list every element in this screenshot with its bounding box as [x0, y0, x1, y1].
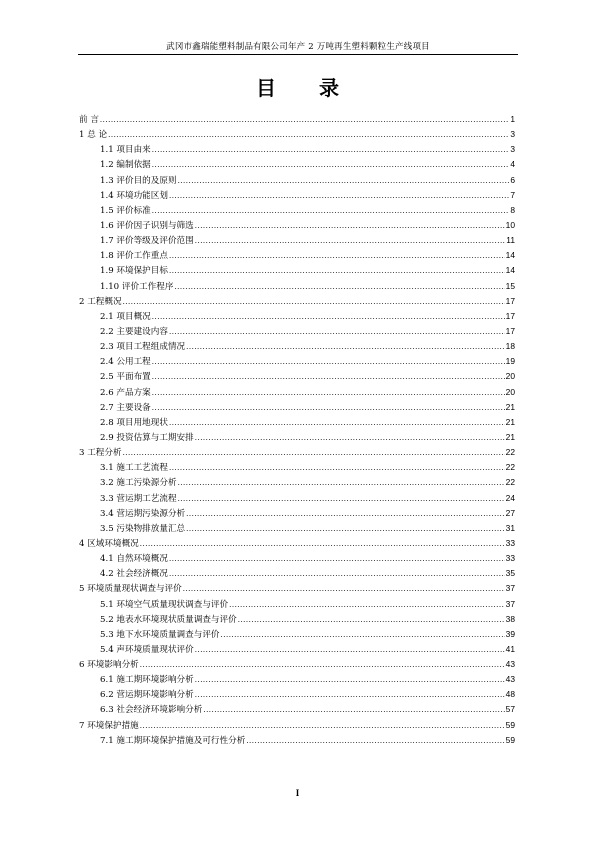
toc-entry[interactable] [79, 173, 515, 188]
toc-entry-page: 59 [505, 734, 515, 745]
toc-entry-page: 37 [505, 598, 515, 609]
toc-leader-dots [186, 507, 505, 522]
toc-entry[interactable] [79, 687, 515, 702]
toc-leader-dots [152, 143, 510, 158]
toc-entry-label: 1.3 评价目的及原则 [100, 175, 177, 186]
toc-leader-dots [174, 280, 504, 295]
toc-entry[interactable] [79, 672, 515, 687]
toc-entry[interactable] [79, 203, 515, 218]
toc-entry-label: 2.3 项目工程组成情况 [100, 342, 186, 353]
toc-entry-label: 5.2 地表水环境现状质量调查与评价 [100, 614, 237, 625]
toc-leader-dots [169, 552, 505, 567]
toc-entry-label: 1 总 论 [79, 130, 108, 141]
toc-entry-label: 3.1 施工工艺流程 [100, 463, 168, 474]
toc-entry-label: 6 环境影响分析 [79, 660, 139, 671]
table-of-contents [79, 112, 515, 748]
toc-entry-label: 1.5 评价标准 [100, 205, 151, 216]
toc-entry[interactable] [79, 369, 515, 384]
toc-leader-dots [246, 734, 504, 749]
toc-entry[interactable] [79, 718, 515, 733]
toc-entry-label: 6.2 营运期环境影响分析 [100, 690, 194, 701]
toc-leader-dots [140, 719, 505, 734]
toc-entry-label: 4.2 社会经济概况 [100, 569, 168, 580]
toc-leader-dots [152, 158, 510, 173]
toc-leader-dots [195, 688, 505, 703]
header-divider [78, 54, 518, 55]
toc-entry[interactable] [79, 506, 515, 521]
toc-leader-dots [221, 628, 505, 643]
toc-entry-label: 4.1 自然环境概况 [100, 554, 168, 565]
toc-entry-label: 2.4 公用工程 [100, 357, 151, 368]
toc-leader-dots [169, 189, 509, 204]
toc-entry-page: 3 [510, 144, 515, 155]
toc-leader-dots [100, 113, 509, 128]
toc-leader-dots [152, 355, 505, 370]
toc-leader-dots [169, 461, 505, 476]
toc-entry-page: 14 [505, 250, 515, 261]
toc-entry[interactable] [79, 566, 515, 581]
toc-entry-page: 33 [505, 553, 515, 564]
toc-entry-page: 43 [505, 674, 515, 685]
toc-leader-dots [195, 673, 505, 688]
toc-entry[interactable] [79, 294, 515, 309]
toc-entry-label: 2 工程概况 [79, 296, 122, 307]
toc-leader-dots [152, 310, 505, 325]
toc-entry[interactable] [79, 581, 515, 596]
toc-leader-dots [152, 386, 505, 401]
toc-leader-dots [108, 128, 509, 143]
toc-leader-dots [169, 416, 505, 431]
toc-entry-page: 22 [505, 477, 515, 488]
toc-entry-page: 14 [505, 265, 515, 276]
toc-entry-label: 2.8 项目用地现状 [100, 417, 168, 428]
toc-entry[interactable] [79, 263, 515, 278]
toc-entry[interactable] [79, 157, 515, 172]
toc-entry[interactable] [79, 218, 515, 233]
toc-leader-dots [140, 537, 505, 552]
toc-entry-label: 3.5 污染物排放量汇总 [100, 523, 186, 534]
toc-entry[interactable] [79, 415, 515, 430]
toc-entry[interactable] [79, 127, 515, 142]
toc-entry-page: 21 [505, 416, 515, 427]
toc-entry-label: 2.2 主要建设内容 [100, 326, 168, 337]
toc-entry[interactable] [79, 324, 515, 339]
toc-entry-label: 1.6 评价因子识别与筛选 [100, 220, 194, 231]
toc-entry-page: 39 [505, 628, 515, 639]
toc-entry[interactable] [79, 233, 515, 248]
toc-entry-page: 20 [505, 371, 515, 382]
toc-leader-dots [123, 295, 505, 310]
toc-entry[interactable] [79, 112, 515, 127]
toc-entry-page: 20 [505, 386, 515, 397]
toc-entry-page: 37 [505, 583, 515, 594]
toc-entry[interactable] [79, 536, 515, 551]
toc-leader-dots [123, 446, 505, 461]
toc-entry-page: 59 [505, 719, 515, 730]
toc-entry[interactable] [79, 627, 515, 642]
toc-entry-page: 17 [505, 295, 515, 306]
toc-entry-label: 3.3 营运期工艺流程 [100, 493, 177, 504]
toc-entry-label: 2.5 平面布置 [100, 372, 151, 383]
toc-leader-dots [152, 401, 505, 416]
toc-entry-label: 5.3 地下水环境质量调查与评价 [100, 629, 220, 640]
toc-entry[interactable] [79, 597, 515, 612]
toc-entry-page: 33 [505, 537, 515, 548]
toc-entry-page: 21 [505, 431, 515, 442]
toc-leader-dots [169, 567, 505, 582]
toc-leader-dots [169, 325, 505, 340]
toc-leader-dots [195, 431, 505, 446]
toc-entry[interactable] [79, 248, 515, 263]
toc-leader-dots [203, 703, 504, 718]
toc-entry-label: 6.3 社会经济环境影响分析 [100, 705, 203, 716]
toc-leader-dots [152, 204, 510, 219]
toc-entry[interactable] [79, 445, 515, 460]
toc-leader-dots [178, 492, 505, 507]
toc-entry-page: 21 [505, 401, 515, 412]
toc-entry-label: 1.10 评价工作程序 [100, 281, 174, 292]
toc-entry-label: 6.1 施工期环境影响分析 [100, 675, 194, 686]
toc-entry[interactable] [79, 385, 515, 400]
toc-entry[interactable] [79, 521, 515, 536]
toc-leader-dots [178, 476, 505, 491]
toc-entry-label: 3 工程分析 [79, 448, 122, 459]
toc-entry[interactable] [79, 642, 515, 657]
toc-entry-page: 7 [510, 189, 515, 200]
running-header: 武冈市鑫瑞能塑料制品有限公司年产 2 万吨再生塑料颗粒生产线项目 [166, 42, 430, 52]
toc-entry[interactable] [79, 309, 515, 324]
toc-title: 目 录 [256, 76, 357, 100]
toc-entry-page: 15 [505, 280, 515, 291]
toc-entry-label: 2.9 投资估算与工期安排 [100, 432, 194, 443]
toc-entry-label: 前 言 [79, 115, 99, 125]
toc-entry-page: 8 [510, 204, 515, 215]
toc-entry-page: 17 [505, 310, 515, 321]
toc-entry[interactable] [79, 551, 515, 566]
toc-entry-label: 1.2 编制依据 [100, 160, 151, 171]
toc-entry-page: 6 [510, 174, 515, 185]
toc-entry[interactable] [79, 491, 515, 506]
toc-entry-page: 11 [506, 235, 515, 246]
toc-entry-page: 22 [505, 462, 515, 473]
toc-entry[interactable] [79, 460, 515, 475]
toc-entry-label: 5.4 声环境质量现状评价 [100, 644, 194, 655]
toc-entry[interactable] [79, 279, 515, 294]
toc-entry-label: 4 区域环境概况 [79, 538, 139, 549]
toc-entry-page: 35 [505, 568, 515, 579]
toc-entry-page: 4 [510, 159, 515, 170]
toc-entry-label: 2.6 产品方案 [100, 387, 151, 398]
toc-entry-label: 1.7 评价等级及评价范围 [100, 236, 194, 247]
toc-entry-page: 27 [505, 507, 515, 518]
toc-entry-label: 7 环境保护措施 [79, 720, 139, 731]
toc-entry[interactable] [79, 657, 515, 672]
toc-entry-label: 1.9 环境保护目标 [100, 266, 168, 277]
toc-entry[interactable] [79, 612, 515, 627]
toc-entry-page: 43 [505, 659, 515, 670]
toc-leader-dots [195, 234, 506, 249]
toc-entry-label: 5 环境质量现状调查与评价 [79, 584, 182, 595]
toc-entry-page: 24 [505, 492, 515, 503]
toc-leader-dots [152, 370, 505, 385]
toc-leader-dots [238, 613, 505, 628]
toc-leader-dots [229, 598, 505, 613]
toc-entry[interactable] [79, 430, 515, 445]
toc-entry-label: 5.1 环境空气质量现状调查与评价 [100, 599, 229, 610]
toc-leader-dots [183, 582, 505, 597]
toc-entry-label: 2.1 项目概况 [100, 311, 151, 322]
toc-entry-label: 7.1 施工期环境保护措施及可行性分析 [100, 735, 246, 746]
toc-leader-dots [186, 340, 505, 355]
toc-entry-page: 57 [505, 704, 515, 715]
toc-leader-dots [178, 174, 510, 189]
toc-entry-page: 17 [505, 325, 515, 336]
page-number: I [295, 788, 300, 798]
toc-entry[interactable] [79, 188, 515, 203]
toc-entry-label: 1.1 项目由来 [100, 145, 151, 156]
toc-entry-label: 1.8 评价工作重点 [100, 251, 168, 262]
toc-entry[interactable] [79, 142, 515, 157]
toc-entry-page: 22 [505, 447, 515, 458]
toc-entry-label: 2.7 主要设备 [100, 402, 151, 413]
toc-entry[interactable] [79, 733, 515, 748]
toc-entry-page: 31 [505, 522, 515, 533]
toc-entry-page: 41 [505, 643, 515, 654]
toc-entry-label: 1.4 环境功能区划 [100, 190, 168, 201]
toc-entry-page: 1 [510, 114, 515, 124]
toc-leader-dots [195, 643, 505, 658]
toc-entry-page: 10 [505, 219, 515, 230]
toc-entry-label: 3.4 营运期污染源分析 [100, 508, 186, 519]
toc-entry-page: 48 [505, 689, 515, 700]
toc-entry[interactable] [79, 354, 515, 369]
toc-leader-dots [186, 522, 505, 537]
toc-leader-dots [195, 219, 505, 234]
toc-leader-dots [140, 658, 505, 673]
toc-entry[interactable] [79, 400, 515, 415]
toc-entry-page: 38 [505, 613, 515, 624]
toc-entry[interactable] [79, 339, 515, 354]
toc-entry[interactable] [79, 475, 515, 490]
toc-leader-dots [169, 264, 505, 279]
toc-entry-label: 3.2 施工污染源分析 [100, 478, 177, 489]
toc-entry[interactable] [79, 702, 515, 717]
toc-entry-page: 19 [505, 356, 515, 367]
toc-leader-dots [169, 249, 505, 264]
toc-entry-page: 3 [510, 129, 515, 140]
toc-entry-page: 18 [505, 341, 515, 352]
